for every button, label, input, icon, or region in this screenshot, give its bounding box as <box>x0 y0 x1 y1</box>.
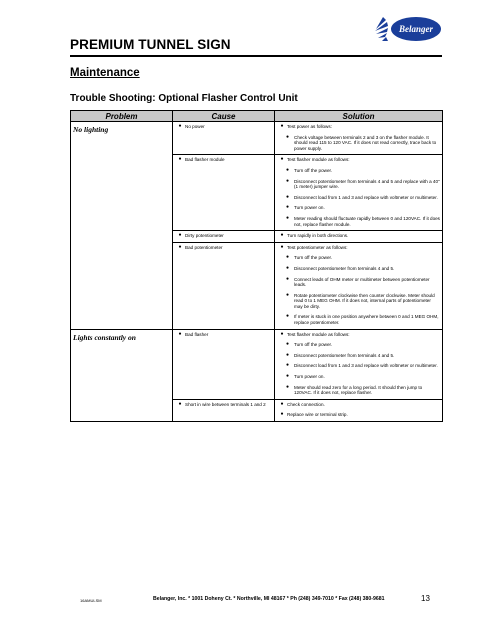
document-code: 16AMULSM <box>80 598 102 603</box>
bullet-icon: ● <box>178 156 182 163</box>
bullet-icon: ● <box>280 400 284 407</box>
logo-text: Belanger <box>398 24 434 34</box>
solution-subitem: ● Meter should read zero for a long period. It should then jump to 120VAC. If it does not, replace flasher. <box>277 385 440 396</box>
bullet-icon: ● <box>285 373 290 380</box>
bullet-icon: ● <box>285 166 290 173</box>
bullet-icon: ● <box>280 411 284 418</box>
solution-subitem: ● Meter reading should fluctuate rapidly between 0 and 120VAC. If it does not, replace flasher module. <box>277 216 440 227</box>
solution-subitem: ● Disconnect potentiometer from terminals 4 and 5. <box>277 266 440 272</box>
solution-subitem: ● Check voltage between terminals 2 and 3 on the flasher module. It should read 115 to 120 VAC. If it does not read correctly, trace back to power supply. <box>277 135 440 152</box>
solution-subitem: ● Rotate potentiometer clockwise then counter clockwise. Meter should read 0 to 1 MEG OHM. If it does not, internal parts of potentiometer may be dirty. <box>277 293 440 310</box>
page-number: 13 <box>421 594 430 603</box>
table-row <box>71 329 443 399</box>
cause-item: ● Bad flasher module <box>175 157 272 163</box>
solution-subitem: ● Disconnect potentiometer from terminals 4 and 5. <box>277 353 440 359</box>
header-problem: Problem <box>71 111 173 122</box>
bullet-icon: ● <box>178 232 182 239</box>
cause-item: ● Bad potentiometer <box>175 245 272 251</box>
bullet-icon: ● <box>280 123 284 129</box>
solution-subitem: ● Connect leads of OHM meter or multimeter between potentiometer leads. <box>277 277 440 288</box>
bullet-icon: ● <box>280 330 284 337</box>
table-row <box>71 155 443 231</box>
bullet-icon: ● <box>285 362 290 369</box>
belanger-logo <box>372 14 442 44</box>
solution-subitem: ● Disconnect load from 1 and 3 and replace with voltmeter or multimeter. <box>277 195 440 201</box>
table-row <box>71 231 443 243</box>
table-row <box>71 242 443 329</box>
bullet-icon: ● <box>280 243 284 250</box>
header-solution: Solution <box>275 111 443 122</box>
solution-item: ● Replace wire or terminal strip. <box>277 412 440 418</box>
solution-item: ● Check connection. <box>277 402 440 408</box>
bullet-icon: ● <box>285 291 290 298</box>
solution-subitem: ● Turn off the power. <box>277 168 440 174</box>
solution-item: ● Test flasher module as follows: <box>277 332 440 338</box>
footer-contact: Belanger, Inc. * 1001 Doheny Ct. * Northville, MI 48167 * Ph (248) 349-7010 * Fax (248) 380-9681 <box>153 596 385 602</box>
bullet-icon: ● <box>280 232 284 239</box>
bullet-icon: ● <box>285 133 290 140</box>
bullet-icon: ● <box>178 123 182 129</box>
bullet-icon: ● <box>178 330 182 337</box>
bullet-icon: ● <box>285 193 290 200</box>
cause-item: ● Short in wire between terminals 1 and 2 <box>175 402 272 408</box>
cause-item: ● No power <box>175 124 272 130</box>
header-rule <box>70 55 442 57</box>
bullet-icon: ● <box>285 254 290 261</box>
bullet-icon: ● <box>280 156 284 163</box>
bullet-icon: ● <box>285 383 290 390</box>
document-title: PREMIUM TUNNEL SIGN <box>70 37 231 52</box>
table-header-row <box>71 111 443 122</box>
solution-subitem: ● If meter is stuck in one position anywhere between 0 and 1 MEG OHM, replace potentiometer. <box>277 314 440 325</box>
bullet-icon: ● <box>285 275 290 282</box>
solution-item: ● Test flasher module as follows: <box>277 157 440 163</box>
bullet-icon: ● <box>285 204 290 211</box>
bullet-icon: ● <box>178 400 182 407</box>
bullet-icon: ● <box>285 341 290 348</box>
solution-item: ● Test power as follows: <box>277 124 440 130</box>
table-row <box>71 122 443 155</box>
bullet-icon: ● <box>285 351 290 358</box>
table-row <box>71 399 443 421</box>
bullet-icon: ● <box>285 264 290 271</box>
solution-subitem: ● Disconnect load from 1 and 3 and replace with voltmeter or multimeter. <box>277 363 440 369</box>
bullet-icon: ● <box>285 313 290 320</box>
solution-subitem: ● Turn power on. <box>277 374 440 380</box>
subsection-title: Trouble Shooting: Optional Flasher Control Unit <box>70 93 298 104</box>
problem-cell: No lighting <box>73 125 109 134</box>
cause-item: ● Bad flasher <box>175 332 272 338</box>
header-cause: Cause <box>173 111 275 122</box>
solution-item: ● Turn rapidly in both directions. <box>277 233 440 239</box>
solution-item: ● Test potentiometer as follows: <box>277 245 440 251</box>
troubleshooting-table <box>70 110 443 422</box>
solution-subitem: ● Turn power on. <box>277 205 440 211</box>
bullet-icon: ● <box>178 243 182 250</box>
section-title: Maintenance <box>70 67 140 79</box>
bullet-icon: ● <box>285 214 290 221</box>
cause-item: ● Dirty potentiometer <box>175 233 272 239</box>
solution-subitem: ● Disconnect potentiometer from terminals 4 and 5 and replace with a 40" (1 meter) jumper wire. <box>277 179 440 190</box>
solution-subitem: ● Turn off the power. <box>277 255 440 261</box>
problem-cell: Lights constantly on <box>73 332 136 342</box>
solution-subitem: ● Turn off the power. <box>277 342 440 348</box>
bullet-icon: ● <box>285 177 290 184</box>
